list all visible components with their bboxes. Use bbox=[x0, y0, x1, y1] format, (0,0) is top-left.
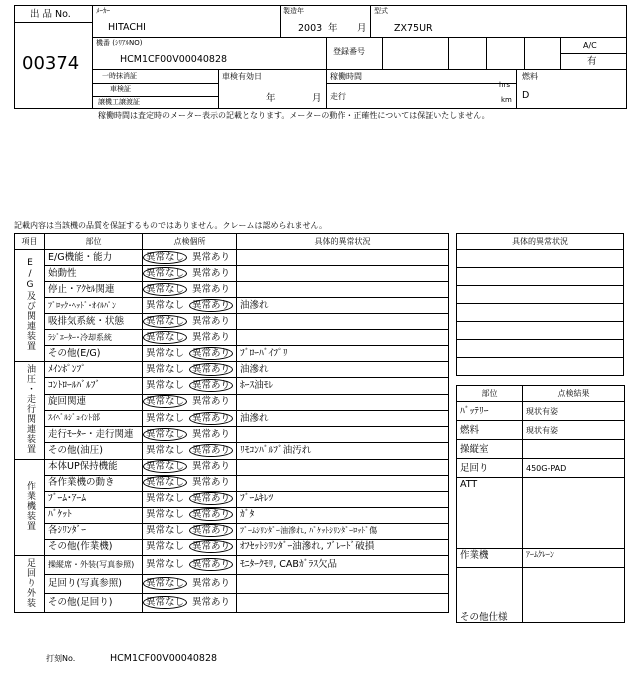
serial-value: HCM1CF00V00040828 bbox=[120, 54, 228, 65]
year-label: 製造年 bbox=[283, 7, 304, 15]
location-cell bbox=[143, 491, 237, 507]
inspection-row bbox=[15, 523, 449, 539]
location-cell bbox=[143, 282, 237, 298]
results-value: 450G-PAD bbox=[523, 459, 625, 478]
side-detail-row bbox=[457, 358, 624, 376]
normal-option: 異常なし bbox=[146, 509, 185, 521]
results-value bbox=[523, 568, 625, 623]
part-cell: ｺﾝﾄﾛｰﾙﾊﾞﾙﾌﾞ bbox=[45, 378, 143, 394]
normal-option: 異常なし bbox=[146, 558, 185, 570]
registration-label: 登録番号 bbox=[333, 47, 365, 56]
abnormal-option: 異常あり bbox=[192, 331, 231, 343]
side-detail-row bbox=[457, 322, 624, 340]
results-result-header: 点検結果 bbox=[523, 386, 625, 402]
normal-option: 異常なし bbox=[146, 493, 185, 505]
inspection-row bbox=[15, 250, 449, 266]
ac-label: A/C bbox=[583, 41, 597, 50]
hours-label: 稼働時間 bbox=[330, 72, 362, 81]
location-cell bbox=[143, 593, 237, 612]
results-table bbox=[456, 385, 625, 623]
part-cell: ｽｲﾍﾞﾙｼﾞｮｲﾝﾄ部 bbox=[45, 410, 143, 426]
location-cell bbox=[143, 250, 237, 266]
inspection-row bbox=[15, 443, 449, 459]
location-cell bbox=[143, 475, 237, 491]
detail-cell bbox=[237, 427, 449, 443]
fuel-label: 燃料 bbox=[522, 72, 538, 81]
normal-option: 異常なし bbox=[143, 460, 187, 473]
results-value: ｱｰﾑｸﾚｰﾝ bbox=[523, 549, 625, 568]
results-value bbox=[523, 478, 625, 549]
normal-option: 異常なし bbox=[146, 347, 185, 359]
location-cell bbox=[143, 266, 237, 282]
inspection-row bbox=[15, 378, 449, 394]
results-row bbox=[457, 459, 625, 478]
abnormal-option: 異常あり bbox=[189, 492, 233, 505]
abnormal-option: 異常あり bbox=[189, 524, 233, 537]
location-cell bbox=[143, 330, 237, 346]
year-value: 2003 bbox=[298, 23, 323, 34]
part-cell: ﾌﾞｰﾑ･ｱｰﾑ bbox=[45, 491, 143, 507]
abnormal-option: 異常あり bbox=[189, 379, 233, 392]
abnormal-option: 異常あり bbox=[189, 363, 233, 376]
quality-disclaimer: 記載内容は当該機の品質を保証するものではありません。クレームは認められません。 bbox=[14, 221, 327, 230]
detail-cell bbox=[237, 266, 449, 282]
detail-cell: ﾎｰｽ油ﾓﾚ bbox=[237, 378, 449, 394]
abnormal-option: 異常あり bbox=[192, 315, 231, 327]
part-cell: ﾗｼﾞｴｰﾀｰ･冷却系統 bbox=[45, 330, 143, 346]
part-cell: 各作業機の動き bbox=[45, 475, 143, 491]
detail-cell: ﾓﾆﾀｰｸﾓﾘ, CABｶﾞﾗｽ欠品 bbox=[237, 555, 449, 574]
detail-cell: ﾌﾞﾛｰﾊﾞｲﾌﾟﾘ bbox=[237, 346, 449, 362]
year-unit: 年 bbox=[328, 23, 338, 34]
normal-option: 異常なし bbox=[143, 476, 187, 489]
abnormal-option: 異常あり bbox=[189, 412, 233, 425]
side-detail-row bbox=[457, 268, 624, 286]
part-cell: 足回り(写真参照) bbox=[45, 574, 143, 593]
part-cell: 各ｼﾘﾝﾀﾞｰ bbox=[45, 523, 143, 539]
normal-option: 異常なし bbox=[146, 525, 185, 537]
inspection-row bbox=[15, 282, 449, 298]
detail-cell bbox=[237, 314, 449, 330]
normal-option: 異常なし bbox=[143, 577, 187, 590]
results-row bbox=[457, 568, 625, 623]
abnormal-option: 異常あり bbox=[192, 396, 231, 408]
inspection-row bbox=[15, 491, 449, 507]
model-value: ZX75UR bbox=[394, 23, 433, 34]
location-cell bbox=[143, 378, 237, 394]
location-cell bbox=[143, 346, 237, 362]
abnormal-option: 異常あり bbox=[189, 299, 233, 312]
detail-cell bbox=[237, 330, 449, 346]
detail-cell bbox=[237, 394, 449, 410]
expiry-year-unit: 年 bbox=[266, 93, 276, 104]
results-row bbox=[457, 440, 625, 459]
listing-number: 00374 bbox=[22, 53, 80, 74]
results-part: ﾊﾞｯﾃﾘｰ bbox=[457, 402, 523, 421]
results-part: 足回り bbox=[457, 459, 523, 478]
serial-label: 機番 (ｼﾘｱﾙNO) bbox=[96, 39, 143, 47]
expiry-month-unit: 月 bbox=[312, 93, 322, 104]
detail-cell: 油滲れ bbox=[237, 298, 449, 314]
inspection-row bbox=[15, 427, 449, 443]
abnormal-option: 異常あり bbox=[192, 267, 231, 279]
part-cell: 吸排気系統・状態 bbox=[45, 314, 143, 330]
inspection-row bbox=[15, 539, 449, 555]
normal-option: 異常なし bbox=[143, 251, 187, 264]
location-cell bbox=[143, 314, 237, 330]
location-cell bbox=[143, 410, 237, 426]
results-row bbox=[457, 549, 625, 568]
location-cell bbox=[143, 539, 237, 555]
results-value: 現状有姿 bbox=[523, 421, 625, 440]
detail-cell: 油滲れ bbox=[237, 410, 449, 426]
abnormal-option: 異常あり bbox=[189, 540, 233, 553]
part-cell: その他(油圧) bbox=[45, 443, 143, 459]
side-detail-row bbox=[457, 304, 624, 322]
detail-cell bbox=[237, 459, 449, 475]
inspection-row bbox=[15, 459, 449, 475]
location-cell bbox=[143, 507, 237, 523]
inspection-row bbox=[15, 475, 449, 491]
inspection-row bbox=[15, 394, 449, 410]
side-detail-row bbox=[457, 250, 624, 268]
abnormal-option: 異常あり bbox=[189, 444, 233, 457]
location-cell bbox=[143, 459, 237, 475]
side-detail-row bbox=[457, 286, 624, 304]
part-cell: 本体UP保持機能 bbox=[45, 459, 143, 475]
results-value: 現状有姿 bbox=[523, 402, 625, 421]
group-label: 作業機装置 bbox=[25, 480, 35, 531]
part-cell: ﾊﾞｹｯﾄ bbox=[45, 507, 143, 523]
abnormal-option: 異常あり bbox=[192, 577, 231, 589]
part-cell: 停止・ｱｸｾﾙ関連 bbox=[45, 282, 143, 298]
details-header: 具体的異常状況 bbox=[237, 234, 449, 250]
model-label: 型式 bbox=[374, 7, 388, 15]
location-cell bbox=[143, 362, 237, 378]
results-row bbox=[457, 421, 625, 440]
abnormal-option: 異常あり bbox=[192, 477, 231, 489]
abnormal-option: 異常あり bbox=[192, 461, 231, 473]
detail-cell: ﾘﾓｺﾝﾊﾞﾙﾌﾞ油汚れ bbox=[237, 443, 449, 459]
normal-option: 異常なし bbox=[146, 445, 185, 457]
normal-option: 異常なし bbox=[143, 596, 187, 609]
part-cell: 始動性 bbox=[45, 266, 143, 282]
location-cell bbox=[143, 443, 237, 459]
abnormal-option: 異常あり bbox=[192, 251, 231, 263]
inspection-table bbox=[14, 233, 449, 613]
inspection-expiry-label: 車検有効日 bbox=[222, 72, 262, 81]
normal-option: 異常なし bbox=[143, 267, 187, 280]
listing-number-label: 出 品 No. bbox=[30, 9, 71, 20]
side-details-table bbox=[456, 233, 624, 376]
location-cell bbox=[143, 523, 237, 539]
normal-option: 異常なし bbox=[146, 363, 185, 375]
part-cell: 走行ﾓｰﾀｰ・走行関連 bbox=[45, 427, 143, 443]
stamp-value: HCM1CF00V00040828 bbox=[110, 653, 218, 664]
inspection-row bbox=[15, 410, 449, 426]
inspection-cert-label: 車検証 bbox=[110, 85, 131, 93]
group-label: E/G及び関連装置 bbox=[25, 257, 35, 351]
part-cell: E/G機能・能力 bbox=[45, 250, 143, 266]
normal-option: 異常なし bbox=[146, 412, 185, 424]
normal-option: 異常なし bbox=[143, 315, 187, 328]
month-unit: 月 bbox=[357, 23, 367, 34]
detail-cell bbox=[237, 282, 449, 298]
detail-cell bbox=[237, 593, 449, 612]
inspection-row bbox=[15, 346, 449, 362]
normal-option: 異常なし bbox=[143, 283, 187, 296]
side-details-header: 具体的異常状況 bbox=[457, 234, 624, 250]
results-part-header: 部位 bbox=[457, 386, 523, 402]
part-header: 部位 bbox=[45, 234, 143, 250]
abnormal-option: 異常あり bbox=[189, 558, 233, 571]
results-row bbox=[457, 402, 625, 421]
part-cell: ﾌﾞﾛｯｸ･ﾍｯﾄﾞ･ｵｲﾙﾊﾟﾝ bbox=[45, 298, 143, 314]
part-cell: その他(足回り) bbox=[45, 593, 143, 612]
fuel-value: D bbox=[522, 90, 530, 101]
inspection-row bbox=[15, 507, 449, 523]
location-cell bbox=[143, 555, 237, 574]
detail-cell: ｵﾌｾｯﾄｼﾘﾝﾀﾞｰ油滲れ, ﾌﾞﾚｰﾄﾞ破損 bbox=[237, 539, 449, 555]
abnormal-option: 異常あり bbox=[192, 597, 231, 609]
inspection-row bbox=[15, 574, 449, 593]
km-unit: km bbox=[501, 96, 512, 104]
normal-option: 異常なし bbox=[143, 428, 187, 441]
inspection-row bbox=[15, 330, 449, 346]
detail-cell: ｶﾞﾀ bbox=[237, 507, 449, 523]
inspection-row bbox=[15, 555, 449, 574]
part-cell: その他(E/G) bbox=[45, 346, 143, 362]
abnormal-option: 異常あり bbox=[192, 428, 231, 440]
detail-cell: ﾌﾞｰﾑｷﾚﾂ bbox=[237, 491, 449, 507]
part-cell: 旋回関連 bbox=[45, 394, 143, 410]
temp-permit-label: 一時抹消証 bbox=[102, 72, 137, 80]
results-part: その他仕様 bbox=[457, 568, 523, 623]
results-part: ATT bbox=[457, 478, 523, 549]
ac-value: 有 bbox=[587, 56, 597, 67]
normal-option: 異常なし bbox=[143, 331, 187, 344]
detail-cell: 油滲れ bbox=[237, 362, 449, 378]
abnormal-option: 異常あり bbox=[189, 508, 233, 521]
normal-option: 異常なし bbox=[146, 380, 185, 392]
side-detail-row bbox=[457, 340, 624, 358]
location-cell bbox=[143, 574, 237, 593]
transfer-cert-label: 譲機工譲渡証 bbox=[98, 98, 140, 106]
normal-option: 異常なし bbox=[143, 395, 187, 408]
inspection-row bbox=[15, 362, 449, 378]
normal-option: 異常なし bbox=[146, 299, 185, 311]
location-header: 点検個所 bbox=[143, 234, 237, 250]
item-header: 項目 bbox=[15, 234, 45, 250]
location-cell bbox=[143, 298, 237, 314]
group-label: 油圧・走行関連装置 bbox=[25, 364, 35, 454]
stamp-label: 打刻No. bbox=[46, 654, 76, 663]
maker-value: HITACHI bbox=[108, 22, 146, 33]
results-part: 作業機 bbox=[457, 549, 523, 568]
mileage-label: 走行 bbox=[330, 92, 346, 101]
part-cell: ﾒｲﾝﾎﾟﾝﾌﾟ bbox=[45, 362, 143, 378]
detail-cell bbox=[237, 250, 449, 266]
inspection-row bbox=[15, 266, 449, 282]
results-value bbox=[523, 440, 625, 459]
detail-cell bbox=[237, 574, 449, 593]
hrs-unit: hrs bbox=[499, 81, 510, 89]
group-label: 足回り外装 bbox=[25, 557, 35, 608]
detail-cell bbox=[237, 475, 449, 491]
location-cell bbox=[143, 394, 237, 410]
part-cell: その他(作業機) bbox=[45, 539, 143, 555]
detail-cell: ﾌﾞｰﾑｼﾘﾝﾀﾞｰ油滲れ, ﾊﾞｹｯﾄｼﾘﾝﾀﾞｰﾛｯﾄﾞ傷 bbox=[237, 523, 449, 539]
results-part: 燃料 bbox=[457, 421, 523, 440]
hours-disclaimer: 稼働時間は査定時のメーター表示の記載となります。メーターの動作・正確性については保証いたしません。 bbox=[98, 111, 490, 120]
abnormal-option: 異常あり bbox=[189, 347, 233, 360]
normal-option: 異常なし bbox=[146, 541, 185, 553]
maker-label: ﾒｰｶｰ bbox=[96, 7, 110, 15]
inspection-row bbox=[15, 593, 449, 612]
part-cell: 操縦席・外装(写真参照) bbox=[45, 555, 143, 574]
results-part: 操縦室 bbox=[457, 440, 523, 459]
inspection-row bbox=[15, 314, 449, 330]
results-row bbox=[457, 478, 625, 549]
location-cell bbox=[143, 427, 237, 443]
abnormal-option: 異常あり bbox=[192, 283, 231, 295]
inspection-row bbox=[15, 298, 449, 314]
